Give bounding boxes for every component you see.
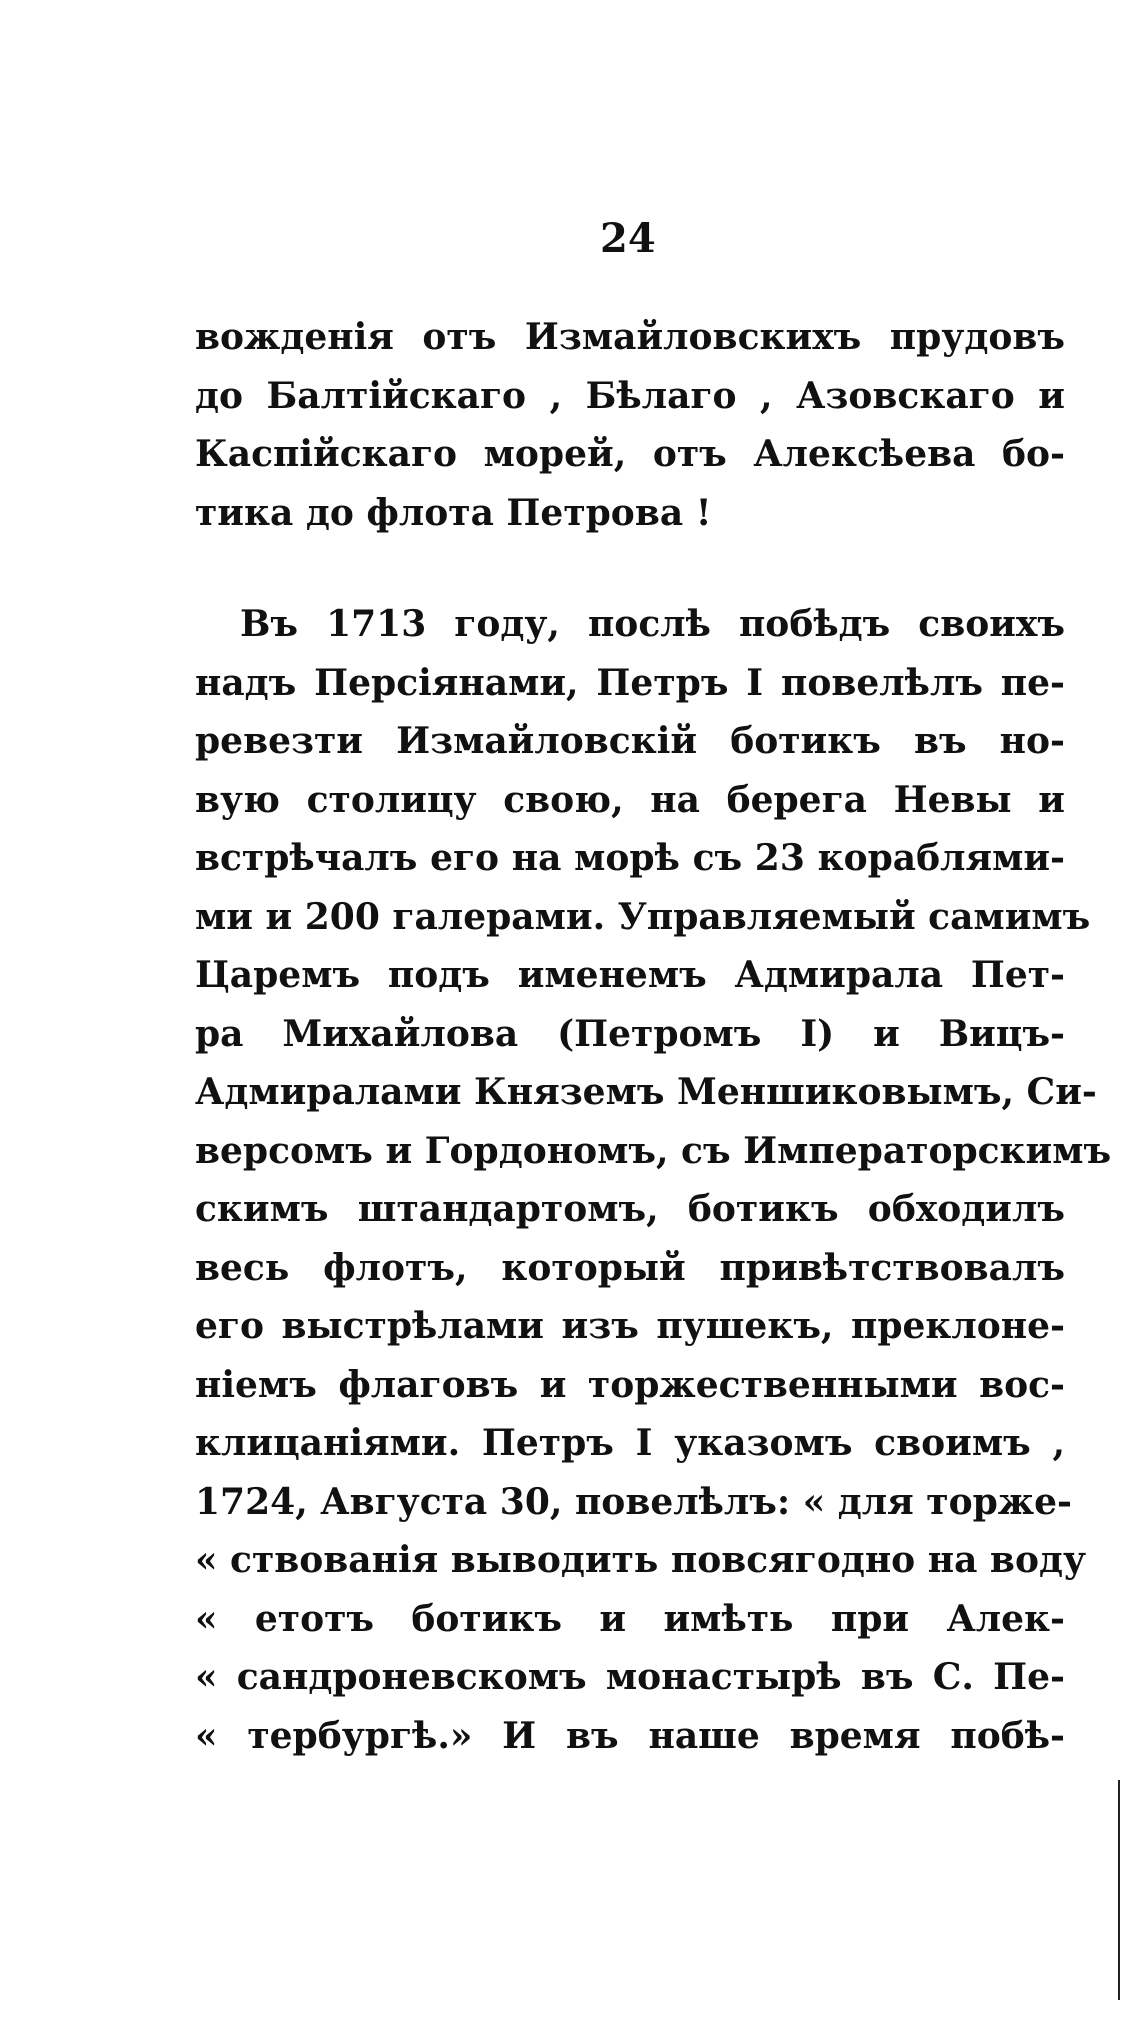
text-line: Царемъ подъ именемъ Адмирала Пет- [195, 954, 1065, 996]
text-line: весь флотъ, который привѣтствовалъ [195, 1246, 1065, 1289]
text-line: до Балтійскаго , Бѣлаго , Азовскаго и [195, 374, 1065, 417]
text-line: « тербургѣ.» И въ наше время побѣ- [195, 1714, 1065, 1757]
text-line: ревезти Измайловскій ботикъ въ но- [195, 720, 1065, 762]
text-line: « ствованія выводить повсягодно на воду [195, 1539, 1086, 1581]
text-line: тика до флота Петрова ! [195, 491, 712, 534]
text-line: скимъ штандартомъ, ботикъ обходилъ [195, 1188, 1065, 1230]
scan-edge-mark [1118, 1780, 1120, 2000]
text-line: « етотъ ботикъ и имѣть при Алек- [195, 1597, 1065, 1640]
text-line: ніемъ флаговъ и торжественными вос- [195, 1363, 1065, 1406]
text-line: его выстрѣлами изъ пушекъ, преклоне- [195, 1305, 1065, 1347]
text-line: встрѣчалъ его на морѣ съ 23 кораблями- [195, 837, 1065, 879]
paragraph-continuation [195, 308, 1065, 542]
paragraph-main [195, 595, 1112, 1765]
text-line: версомъ и Гордономъ, съ Императорскимъ [195, 1129, 1112, 1172]
text-line: 1724, Августа 30, повелѣлъ: « для торже- [195, 1480, 1072, 1523]
text-line: вую столицу свою, на берега Невы и [195, 778, 1065, 821]
text-line: клицаніями. Петръ I указомъ своимъ , [195, 1422, 1065, 1464]
text-line: надъ Персіянами, Петръ I повелѣлъ пе- [195, 661, 1065, 704]
text-line: Въ 1713 году, послѣ побѣдъ своихъ [240, 603, 1065, 645]
text-line: « сандроневскомъ монастырѣ въ С. Пе- [195, 1656, 1065, 1698]
text-line: Каспійскаго морей, отъ Алексѣева бо- [195, 433, 1065, 475]
page-number: 24 [600, 215, 656, 262]
text-line: ра Михайлова (Петромъ I) и Вицъ- [195, 1012, 1065, 1055]
text-line: ми и 200 галерами. Управляемый самимъ [195, 895, 1091, 938]
text-line: Адмиралами Княземъ Меншиковымъ, Си- [195, 1071, 1097, 1113]
text-line: вожденія отъ Измайловскихъ прудовъ [195, 316, 1065, 358]
